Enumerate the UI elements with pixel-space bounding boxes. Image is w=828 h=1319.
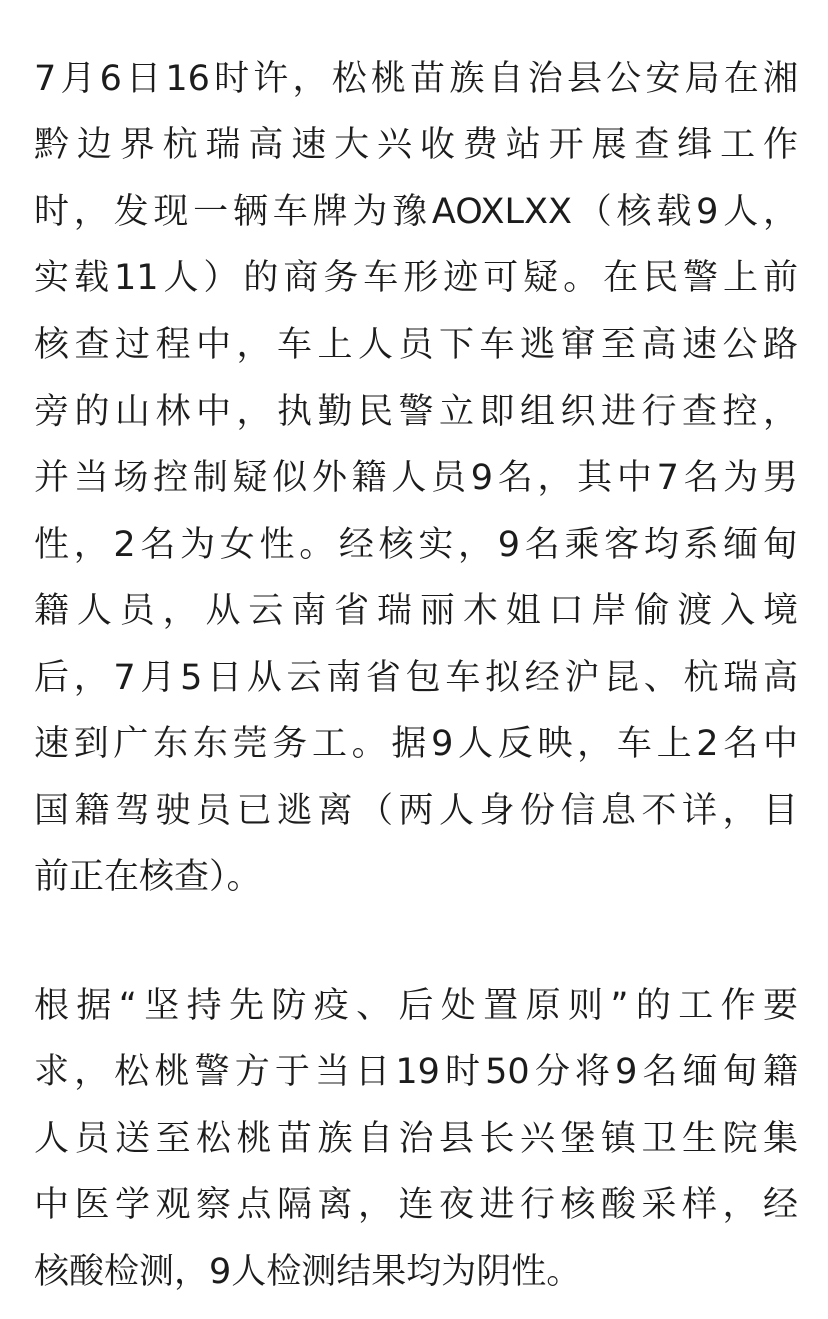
text-line: 旁的山林中，执勤民警立即组织进行查控， <box>34 392 798 432</box>
text-line: 核酸检测，9人检测结果均为阴性。 <box>34 1252 582 1292</box>
text-line: 籍人员，从云南省瑞丽木姐口岸偷渡入境 <box>34 591 798 631</box>
text-line: 求，松桃警方于当日19时50分将9名缅甸籍 <box>34 1052 798 1092</box>
text-line: 人员送至松桃苗族自治县长兴堡镇卫生院集 <box>34 1119 798 1159</box>
text-line: 核查过程中，车上人员下车逃窜至高速公路 <box>34 325 798 365</box>
text-line: 时，发现一辆车牌为豫AOXLXX（核载9人， <box>34 192 798 232</box>
text-line: 国籍驾驶员已逃离（两人身份信息不详，目 <box>34 791 798 831</box>
text-line: 并当场控制疑似外籍人员9名，其中7名为男 <box>34 458 798 498</box>
text-line: 根据“坚持先防疫、后处置原则”的工作要 <box>34 986 798 1026</box>
text-line: 性，2名为女性。经核实，9名乘客均系缅甸 <box>34 525 798 565</box>
text-line: 7月6日16时许，松桃苗族自治县公安局在湘 <box>34 59 798 99</box>
text-line: 中医学观察点隔离，连夜进行核酸采样，经 <box>34 1185 798 1225</box>
text-line: 黔边界杭瑞高速大兴收费站开展查缉工作 <box>34 125 798 165</box>
text-line: 实载11人）的商务车形迹可疑。在民警上前 <box>34 258 798 298</box>
text-line: 后，7月5日从云南省包车拟经沪昆、杭瑞高 <box>34 658 798 698</box>
text-line: 速到广东东莞务工。据9人反映，车上2名中 <box>34 724 798 764</box>
text-line: 前正在核查）。 <box>34 857 262 897</box>
